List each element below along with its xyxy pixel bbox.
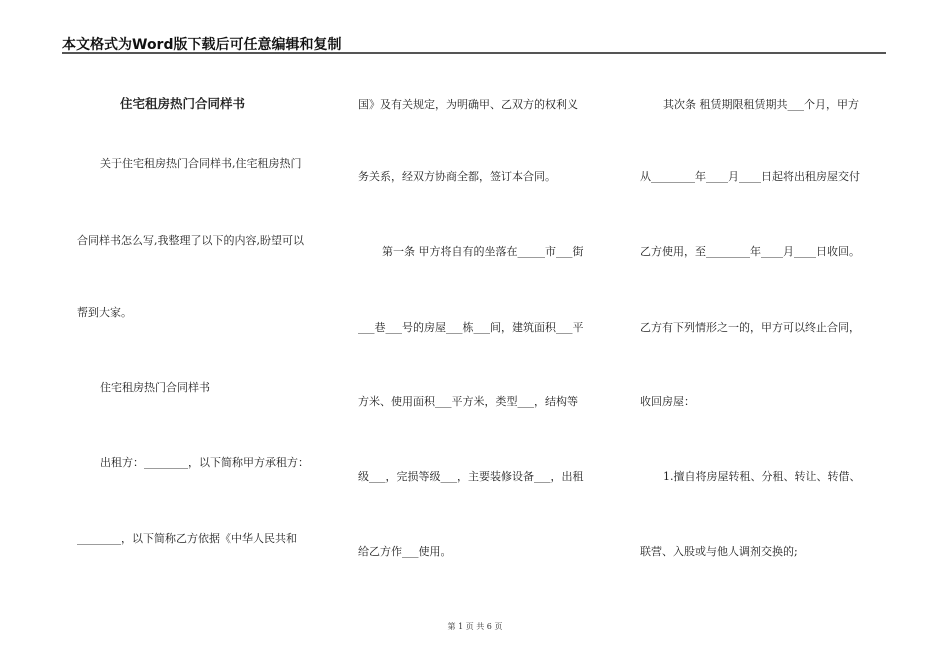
text-line: 方米、使用面积___平方米，类型___，结构等 — [358, 395, 578, 408]
text-line: 出租方：________，以下简称甲方承租方： — [100, 456, 309, 469]
text-line: 给乙方作___使用。 — [358, 545, 452, 558]
list-item: 1.擅自将房屋转租、分租、转让、转借、 — [663, 470, 861, 483]
text-line: 关于住宅租房热门合同样书,住宅租房热门 — [100, 157, 302, 170]
text-line: 帮到大家。 — [77, 306, 132, 319]
text-line: 合同样书怎么写,我整理了以下的内容,盼望可以 — [77, 234, 304, 247]
clause-line: 其次条 租赁期限租赁期共___个月，甲方 — [663, 98, 859, 111]
text-line: 乙方使用，至________年____月____日收回。 — [640, 245, 860, 258]
clause-line: 第一条 甲方将自有的坐落在_____市___街 — [382, 245, 584, 258]
text-line: ___巷___号的房屋___栋___间，建筑面积___平 — [358, 321, 584, 334]
text-line: 联营、入股或与他人调剂交换的; — [640, 545, 798, 558]
text-line: 乙方有下列情形之一的，甲方可以终止合同， — [640, 321, 860, 334]
header-divider — [62, 52, 886, 54]
page-number: 第 1 页 共 6 页 — [447, 622, 503, 631]
text-line: 收回房屋： — [640, 395, 695, 408]
text-line: 务关系，经双方协商全都，签订本合同。 — [358, 170, 556, 183]
text-line: ________，以下简称乙方依据《中华人民共和 — [77, 532, 297, 545]
text-line: 国》及有关规定，为明确甲、乙双方的权利义 — [358, 98, 578, 111]
page-header: 本文格式为Word版下载后可任意编辑和复制 — [62, 37, 342, 53]
text-line: 从________年____月____日起将出租房屋交付 — [640, 170, 860, 183]
document-title: 住宅租房热门合同样书 — [120, 96, 246, 111]
text-line: 级___，完损等级___，主要装修设备___，出租 — [358, 470, 584, 483]
section-heading: 住宅租房热门合同样书 — [100, 381, 210, 394]
